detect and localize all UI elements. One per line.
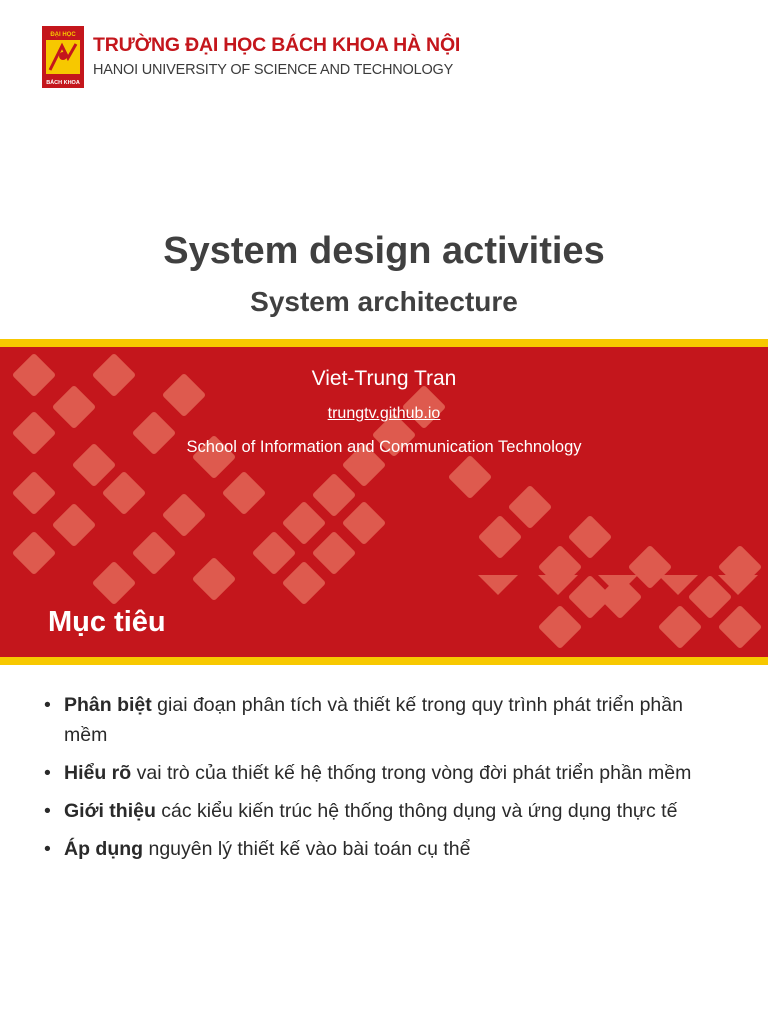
pattern-diamond — [256, 535, 292, 571]
pattern-diamond — [56, 507, 92, 543]
university-name-en: HANOI UNIVERSITY OF SCIENCE AND TECHNOLOGY — [93, 62, 454, 78]
pattern-diamond — [512, 489, 548, 525]
pattern-diamond — [226, 475, 262, 511]
list-item — [44, 758, 724, 788]
pattern-triangle — [658, 575, 698, 595]
hust-logo-icon — [42, 26, 84, 88]
pattern-diamond — [106, 475, 142, 511]
pattern-diamond — [286, 505, 322, 541]
objective-text: giai đoạn phân tích và thiết kế trong quy trình phát triển phần mềm — [64, 694, 683, 746]
author-website-link[interactable]: trungtv.github.io — [327, 405, 441, 422]
objective-keyword: Áp dụng — [64, 838, 144, 860]
author-name: Viet-Trung Tran — [311, 367, 457, 390]
svg-text:BÁCH KHOA: BÁCH KHOA — [46, 80, 80, 86]
slide-title: System design activities — [163, 230, 605, 272]
pattern-diamond — [572, 519, 608, 555]
objective-text: vai trò của thiết kế hệ thống trong vòng đời phát triển phần mềm — [131, 762, 692, 784]
pattern-diamond — [572, 579, 608, 615]
list-item — [44, 690, 724, 750]
pattern-diamond — [316, 477, 352, 513]
pattern-diamond — [692, 579, 728, 615]
pattern-diamond — [346, 505, 382, 541]
bullet-icon: • — [44, 762, 51, 784]
objective-keyword: Hiểu rõ — [64, 762, 132, 784]
pattern-diamond — [16, 475, 52, 511]
pattern-triangle — [478, 575, 518, 595]
pattern-diamond — [316, 535, 352, 571]
author-website-wrap — [0, 405, 768, 423]
top-yellow-rule — [0, 339, 768, 347]
objective-text: các kiểu kiến trúc hệ thống thông dụng và ứng dụng thực tế — [155, 800, 678, 822]
school-name: School of Information and Communication Technology — [186, 438, 582, 456]
header — [0, 0, 768, 100]
bullet-icon: • — [44, 694, 51, 716]
slide-subtitle: System architecture — [250, 286, 518, 317]
objective-keyword: Phân biệt — [64, 694, 152, 716]
university-name-vn: TRƯỜNG ĐẠI HỌC BÁCH KHOA HÀ NỘI — [93, 34, 461, 56]
pattern-diamond — [662, 609, 698, 645]
pattern-diamond — [542, 609, 578, 645]
objective-text: nguyên lý thiết kế vào bài toán cụ thể — [143, 838, 471, 860]
list-item — [44, 834, 724, 864]
pattern-diamond — [16, 535, 52, 571]
pattern-diamond — [722, 609, 758, 645]
bullet-icon: • — [44, 838, 51, 860]
pattern-diamond — [136, 535, 172, 571]
objectives-list — [44, 690, 724, 872]
objective-keyword: Giới thiệu — [64, 800, 156, 822]
pattern-triangle — [538, 575, 578, 595]
pattern-diamond — [452, 459, 488, 495]
pattern-diamond — [166, 497, 202, 533]
pattern-diamond — [96, 565, 132, 601]
list-item — [44, 796, 724, 826]
pattern-diamond — [196, 561, 232, 597]
bottom-yellow-rule — [0, 657, 768, 665]
bullet-icon: • — [44, 800, 51, 822]
section-heading: Mục tiêu — [48, 606, 166, 638]
pattern-diamond — [482, 519, 518, 555]
svg-text:ĐẠI HỌC: ĐẠI HỌC — [50, 32, 76, 38]
pattern-diamond — [286, 565, 322, 601]
